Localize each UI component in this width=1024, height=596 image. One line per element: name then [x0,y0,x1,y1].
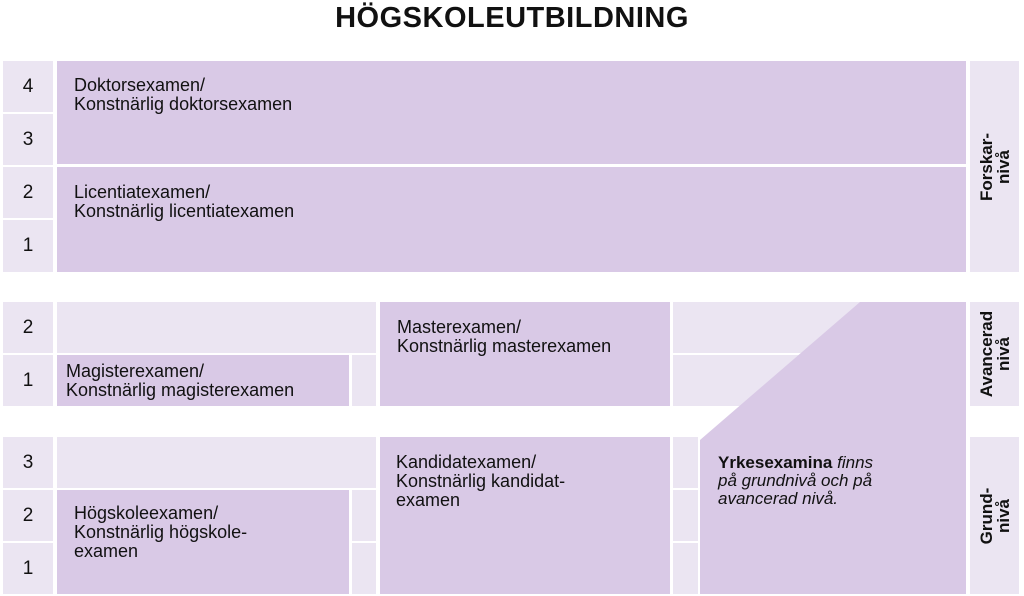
year-2-advanced: 2 [3,302,53,353]
hogskoleexamen-line2: Konstnärlig högskole- [74,522,248,542]
year-4-research: 4 [3,61,53,112]
advanced-level-label-box [970,302,1019,406]
year-1-research: 1 [3,220,53,272]
year-3-research: 3 [3,114,53,165]
kandidatexamen-line1: Kandidatexamen/ [396,452,537,472]
year-3-first: 3 [3,437,53,488]
first-empty-cell [352,543,376,594]
yrkesexamina-italic-1: finns [837,453,874,472]
magisterexamen-line2: Konstnärlig magisterexamen [66,380,295,400]
hogskoleexamen-box [57,490,349,594]
masterexamen-box [380,302,670,406]
licentiatexamen-box [57,167,966,272]
year-2-first: 2 [3,490,53,541]
advanced-level-label: Avancerad nivå [976,310,1013,398]
doktorsexamen-line2: Konstnärlig doktorsexamen [74,94,293,114]
yrkesexamina-italic-3: avancerad nivå. [718,489,839,508]
kandidatexamen-line2: Konstnärlig kandidat- [396,471,566,491]
doktorsexamen-box [57,61,966,164]
advanced-empty-cell [352,355,376,406]
year-1-first: 1 [3,543,53,594]
first-empty-cell [673,490,698,541]
hogskoleexamen-line1: Högskoleexamen/ [74,503,219,523]
yrkesexamina-shape [700,302,966,594]
year-2-research: 2 [3,167,53,218]
licentiatexamen-line2: Konstnärlig licentiatexamen [74,201,295,221]
kandidatexamen-box [380,437,670,594]
first-level-label: Grund- nivå [976,487,1013,544]
hogskoleexamen-line3: examen [74,541,139,561]
yrkesexamina-text [718,454,938,508]
kandidatexamen-line3: examen [396,490,461,510]
yrkesexamina-bold: Yrkesexamina [718,453,833,472]
research-level-label: Forskar- nivå [976,132,1013,201]
advanced-empty-cell [57,302,376,353]
first-empty-cell [673,543,698,594]
magisterexamen-line1: Magisterexamen/ [66,361,205,381]
licentiatexamen-line1: Licentiatexamen/ [74,182,211,202]
first-level-label-box [970,437,1019,594]
doktorsexamen-line1: Doktorsexamen/ [74,75,206,95]
diagram-title: HÖGSKOLEUTBILDNING [335,2,689,34]
masterexamen-line1: Masterexamen/ [397,317,522,337]
first-empty-cell [57,437,376,488]
magisterexamen-box [57,355,349,406]
masterexamen-line2: Konstnärlig masterexamen [397,336,612,356]
first-empty-cell [352,490,376,541]
yrkesexamina-italic-2: på grundnivå och på [718,471,873,490]
research-level-label-box [970,61,1019,272]
year-1-advanced: 1 [3,355,53,406]
first-empty-cell [673,437,698,488]
